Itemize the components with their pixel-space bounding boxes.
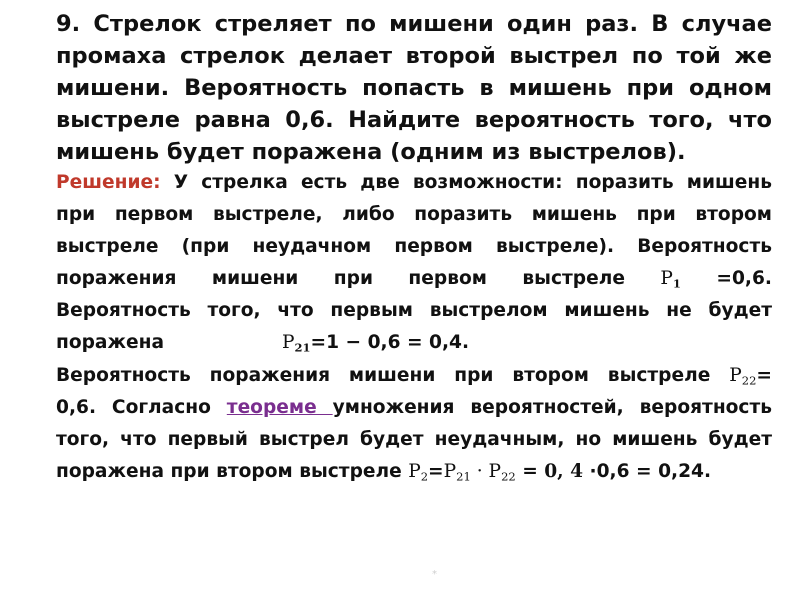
solution-line-6: [56, 334, 772, 353]
solution-line-2: при первом выстреле, либо поразить мишень при втором: [56, 204, 772, 225]
p2-symbol: P: [408, 461, 421, 482]
solution-line-1-text: У стрелка есть две возможности: поразить мишень: [160, 172, 772, 193]
problem-line-3: мишени. Вероятность попасть в мишень при одном: [56, 75, 772, 101]
solution-line-9: того, что первый выстрел будет неудачным, но мишень будет: [56, 429, 772, 450]
problem-line-5: мишень будет поражена (одним из выстрелов).: [56, 139, 686, 165]
theorem-link[interactable]: теореме: [226, 397, 333, 418]
solution-line-5: Вероятность того, что первым выстрелом мишень не будет: [56, 300, 772, 321]
solution-line-8-end: умножения вероятностей, вероятность: [332, 397, 772, 418]
solution-line-6-text: поражена: [56, 332, 164, 353]
solution-label: Решение:: [56, 172, 161, 193]
problem-line-1: 9. Стрелок стреляет по мишени один раз. В случае: [56, 11, 772, 37]
solution-line-8: [56, 399, 772, 418]
solution-line-7: [56, 367, 772, 386]
solution-line-8-start: 0,6. Согласно: [56, 397, 227, 418]
formula-p1: [660, 268, 681, 289]
final-result: ·0,6 = 0,24.: [583, 461, 712, 482]
problem-line-4: выстреле равна 0,6. Найдите вероятность того, что: [56, 107, 772, 133]
formula-p21: [282, 332, 311, 353]
solution-line-10: [56, 463, 772, 482]
p21-subscript: 21: [294, 340, 311, 355]
p22-symbol-2: P: [488, 461, 502, 482]
formula-p2: [408, 461, 428, 482]
p22-equals: =: [756, 365, 772, 386]
problem-line-2: промаха стрелок делает второй выстрел по той же: [56, 43, 772, 69]
formula-p22: [729, 365, 772, 386]
product-middle: = 0, 4: [515, 461, 584, 482]
p2-equals: =: [428, 461, 444, 482]
solution-line-4-text: поражения мишени при первом выстреле: [56, 268, 625, 289]
footer-mark: *: [432, 569, 437, 580]
p22-subscript: 22: [741, 373, 757, 388]
p21-symbol-2: P: [443, 461, 457, 482]
solution-line-4: [56, 270, 772, 289]
solution-line-10-text: поражена при втором выстреле: [56, 461, 402, 482]
solution-line-1: [56, 174, 772, 193]
p2-subscript: 2: [420, 469, 429, 484]
p21-expression: =1 − 0,6 = 0,4.: [310, 332, 470, 353]
p21-symbol: P: [282, 332, 295, 353]
solution-line-3: выстреле (при неудачном первом выстреле). Вероятность: [56, 236, 772, 257]
solution-line-7-text: Вероятность поражения мишени при втором выстреле: [56, 365, 711, 386]
p1-value: =0,6.: [716, 268, 772, 289]
p22-subscript-2: 22: [501, 469, 516, 484]
multiply-dot: ·: [470, 461, 489, 482]
p22-symbol: P: [729, 365, 742, 386]
p1-subscript: 1: [672, 276, 681, 291]
p21-subscript-2: 21: [456, 469, 471, 484]
p1-symbol: P: [660, 268, 673, 289]
